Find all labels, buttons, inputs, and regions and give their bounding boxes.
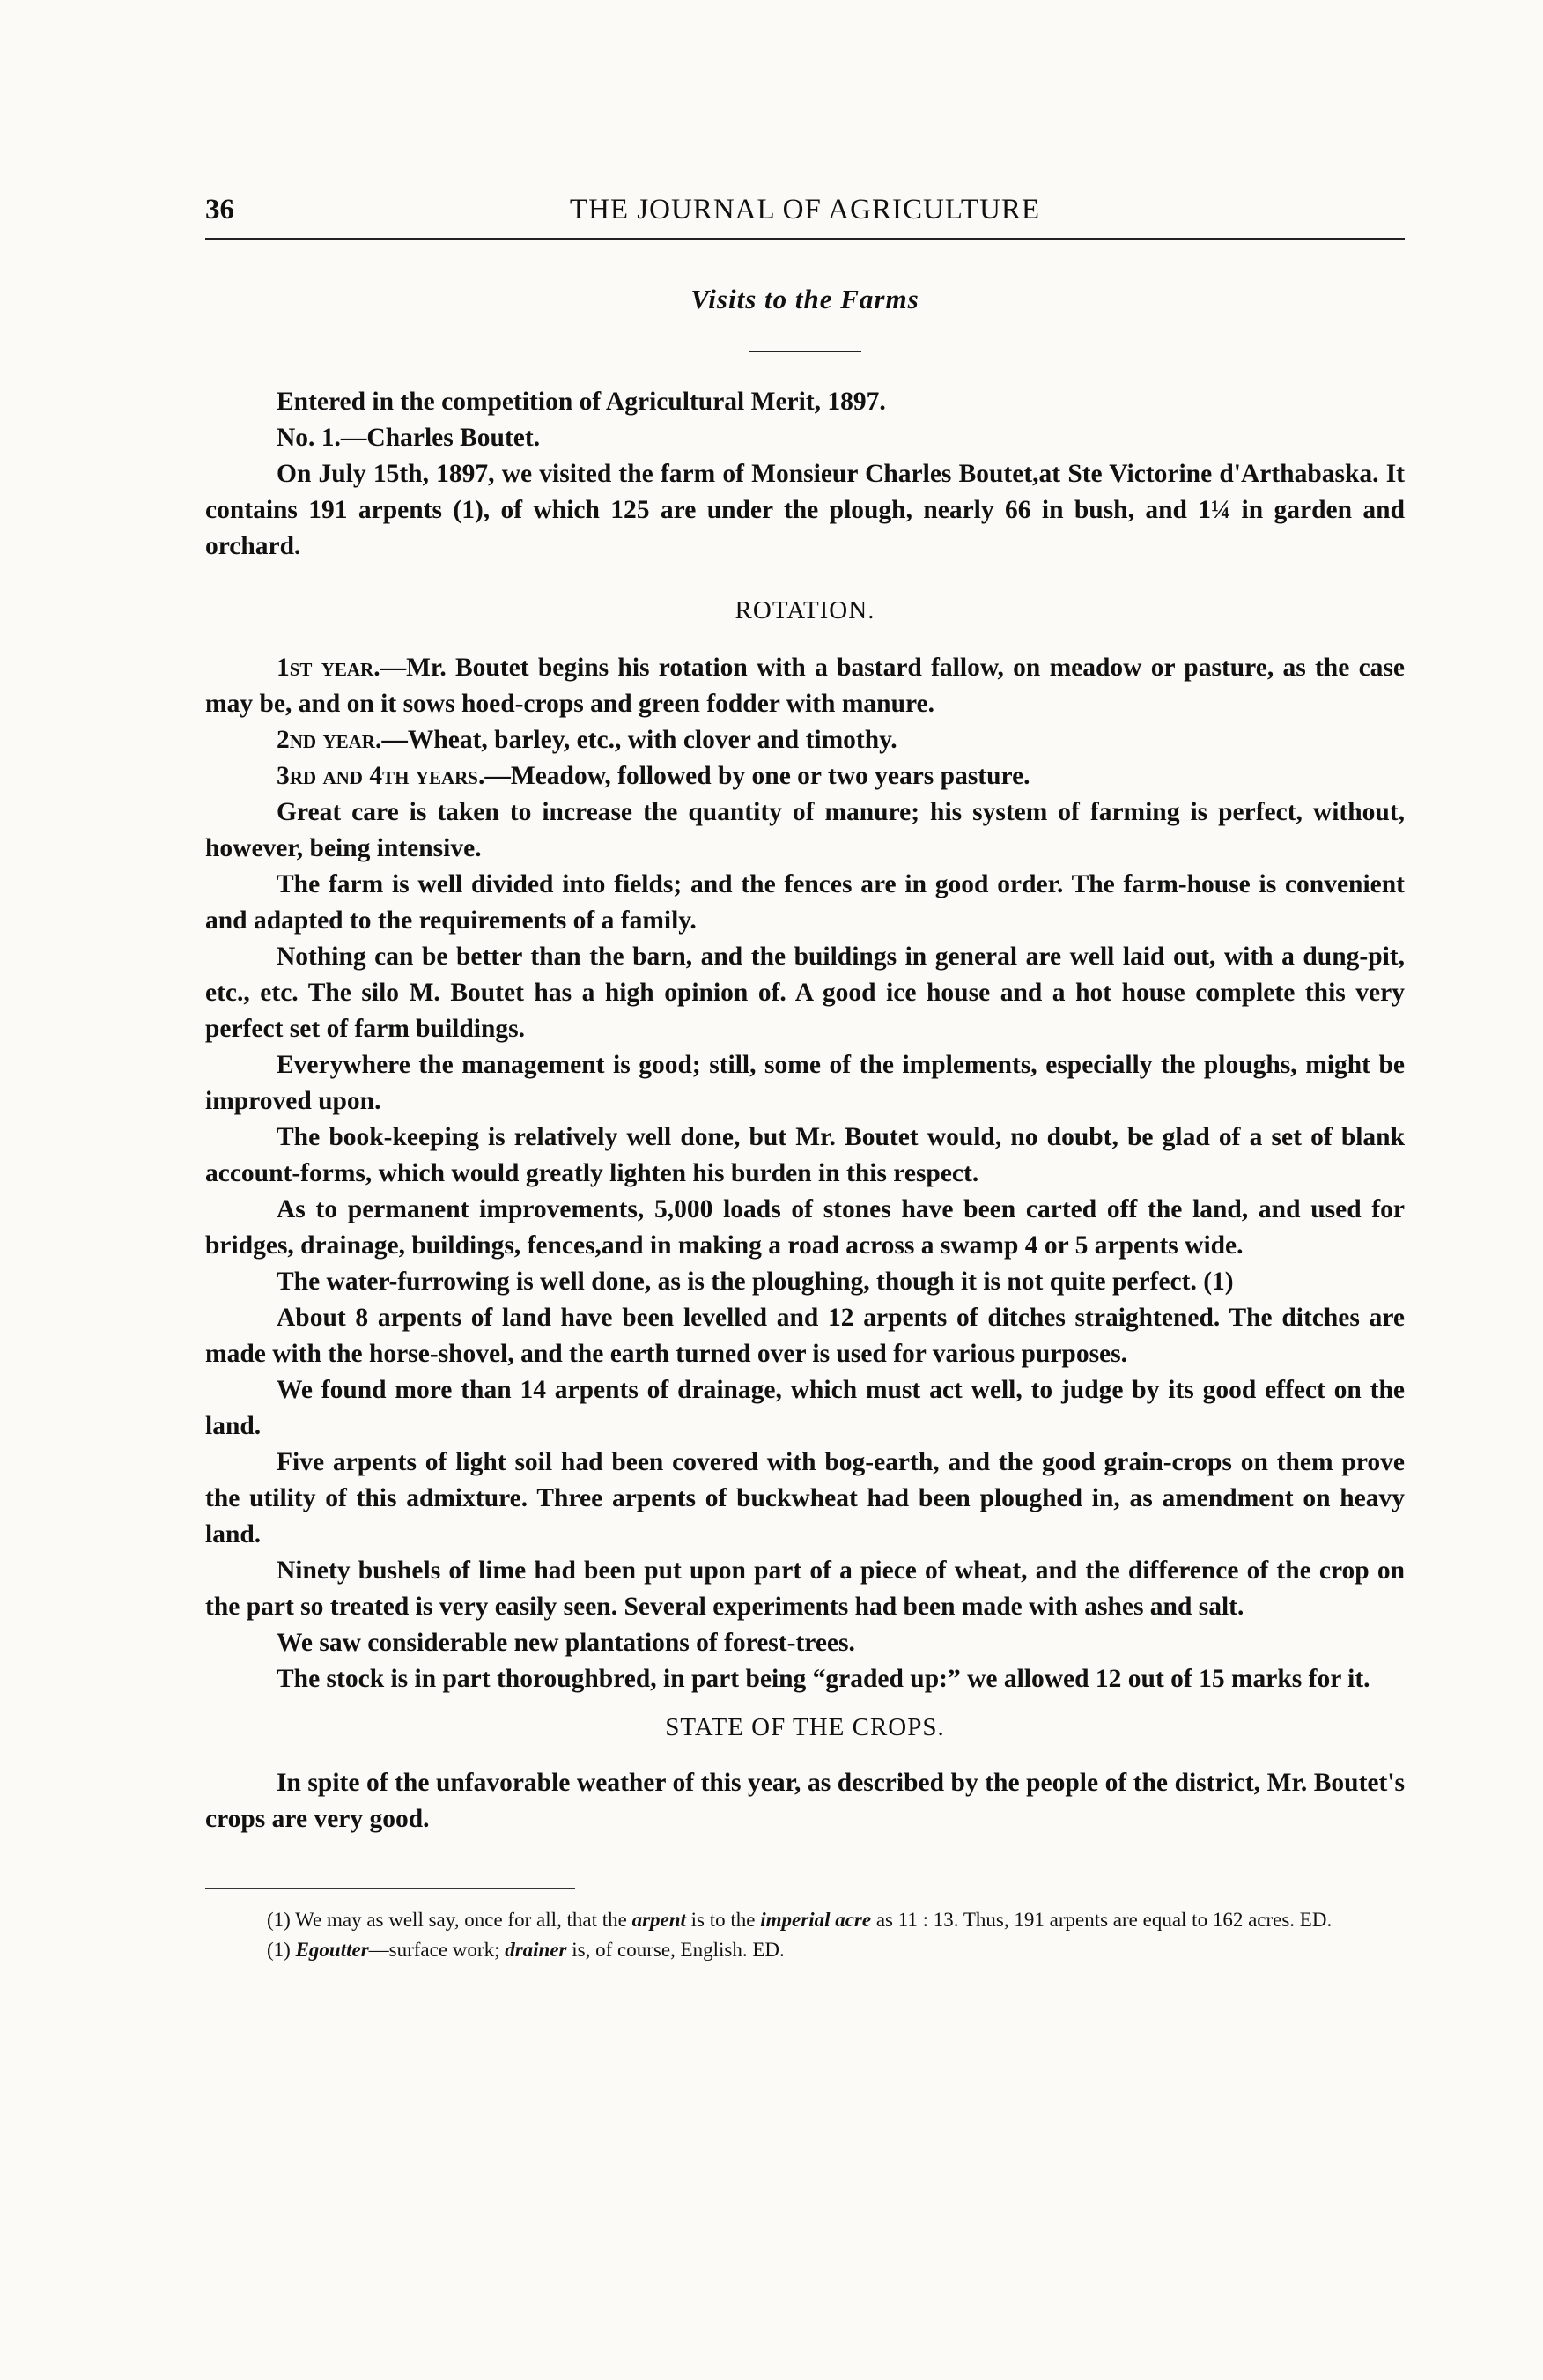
body-paragraph: About 8 arpents of land have been levelled and 12 arpents of ditches straightened. The ditches are made with the horse-shovel, and the earth turned over is used for various purposes. — [205, 1304, 1405, 1368]
body-paragraph: The farm is well divided into fields; and the fences are in good order. The farm-house is convenient and adapted to the requirements of a family. — [205, 870, 1405, 935]
page-header — [205, 176, 1405, 225]
body-paragraph: We saw considerable new plantations of forest-trees. — [277, 1629, 855, 1657]
footnote-text: —surface work; — [368, 1939, 506, 1961]
rotation-label: 3rd and 4th years. — [277, 762, 485, 790]
footnote-emphasis: drainer — [505, 1939, 567, 1961]
rotation-text: —Wheat, barley, etc., with clover and timothy. — [381, 726, 897, 754]
footnote-text: (1) — [267, 1939, 296, 1961]
article-title: Visits to the Farms — [690, 284, 919, 314]
footnote-emphasis: imperial acre — [760, 1909, 872, 1931]
body-paragraph: We found more than 14 arpents of drainage, which must act well, to judge by its good effect on the land. — [205, 1376, 1405, 1440]
crops-paragraph: In spite of the unfavorable weather of this year, as described by the people of the district, Mr. Boutet's crops are very good. — [205, 1769, 1405, 1833]
running-title: THE JOURNAL OF AGRICULTURE — [569, 194, 1041, 225]
rotation-label: 2nd year. — [277, 726, 382, 754]
body-paragraph: The water-furrowing is well done, as is the ploughing, though it is not quite perfect. (1) — [277, 1268, 1234, 1296]
body-paragraph: As to permanent improvements, 5,000 loads of stones have been carted off the land, and used for bridges, drainage, buildings, fences,and in making a road across a swamp 4 or 5 arpents wide. — [205, 1195, 1405, 1260]
footnote-text: is to the — [685, 1909, 761, 1931]
rotation-text: —Mr. Boutet begins his rotation with a bastard fallow, on meadow or pasture, as the case may be, and on it sows hoed-crops and green fodder with manure. — [205, 654, 1405, 718]
footnote-2 — [205, 1935, 1405, 1965]
rotation-year-1 — [205, 650, 1405, 722]
body-paragraph: Everywhere the management is good; still, some of the implements, especially the ploughs, might be improved upon. — [205, 1051, 1405, 1115]
article-body — [205, 384, 1405, 1837]
body-paragraph: Nothing can be better than the barn, and the buildings in general are well laid out, with a dung-pit, etc., etc. The silo M. Boutet has a high opinion of. A good ice house and a hot house complete this very perfect set of farm buildings. — [205, 942, 1405, 1043]
body-paragraph: Five arpents of light soil had been covered with bog-earth, and the good grain-crops on them prove the utility of this admixture. Three arpents of buckwheat had been ploughed in, as amendment on heavy land. — [205, 1448, 1405, 1548]
intro-paragraph: No. 1.—Charles Boutet. — [277, 424, 541, 452]
body-paragraph: Ninety bushels of lime had been put upon part of a piece of wheat, and the difference of the crop on the part so treated is very easily seen. Several experiments had been made with ashes and salt. — [205, 1556, 1405, 1621]
title-rule — [749, 351, 861, 352]
rotation-label: 1st year. — [277, 654, 380, 682]
footnote-emphasis: arpent — [631, 1909, 686, 1931]
footnote-rule — [205, 1888, 575, 1889]
rotation-text: —Meadow, followed by one or two years pasture. — [484, 762, 1030, 790]
body-paragraph: The stock is in part thoroughbred, in part being “graded up:” we allowed 12 out of 15 marks for it. — [277, 1665, 1370, 1693]
intro-paragraph: Entered in the competition of Agricultural Merit, 1897. — [277, 388, 886, 416]
footnote-1 — [205, 1905, 1405, 1935]
section-heading-crops: STATE OF THE CROPS. — [665, 1713, 945, 1741]
page-number: 36 — [205, 194, 234, 225]
intro-paragraph: On July 15th, 1897, we visited the farm of Monsieur Charles Boutet,at Ste Victorine d'Arthabaska. It contains 191 arpents (1), of which 125 are under the plough, nearly 66 in bush, and 1¼ in garden and orchard. — [205, 460, 1405, 560]
footnote-emphasis: Egoutter — [295, 1939, 369, 1961]
footnote-text: is, of course, English. ED. — [566, 1939, 785, 1961]
rotation-year-3 — [205, 758, 1405, 795]
body-paragraph: Great care is taken to increase the quantity of manure; his system of farming is perfect, without, however, being intensive. — [205, 798, 1405, 862]
page — [205, 176, 1405, 1965]
footnote-text: (1) We may as well say, once for all, that the — [267, 1909, 632, 1931]
body-paragraph: The book-keeping is relatively well done, but Mr. Boutet would, no doubt, be glad of a set of blank account-forms, which would greatly lighten his burden in this respect. — [205, 1123, 1405, 1187]
header-rule — [205, 238, 1405, 240]
footnote-text: as 11 : 13. Thus, 191 arpents are equal to 162 acres. ED. — [871, 1909, 1333, 1931]
rotation-year-2 — [205, 722, 1405, 758]
section-heading-rotation: ROTATION. — [735, 596, 875, 625]
